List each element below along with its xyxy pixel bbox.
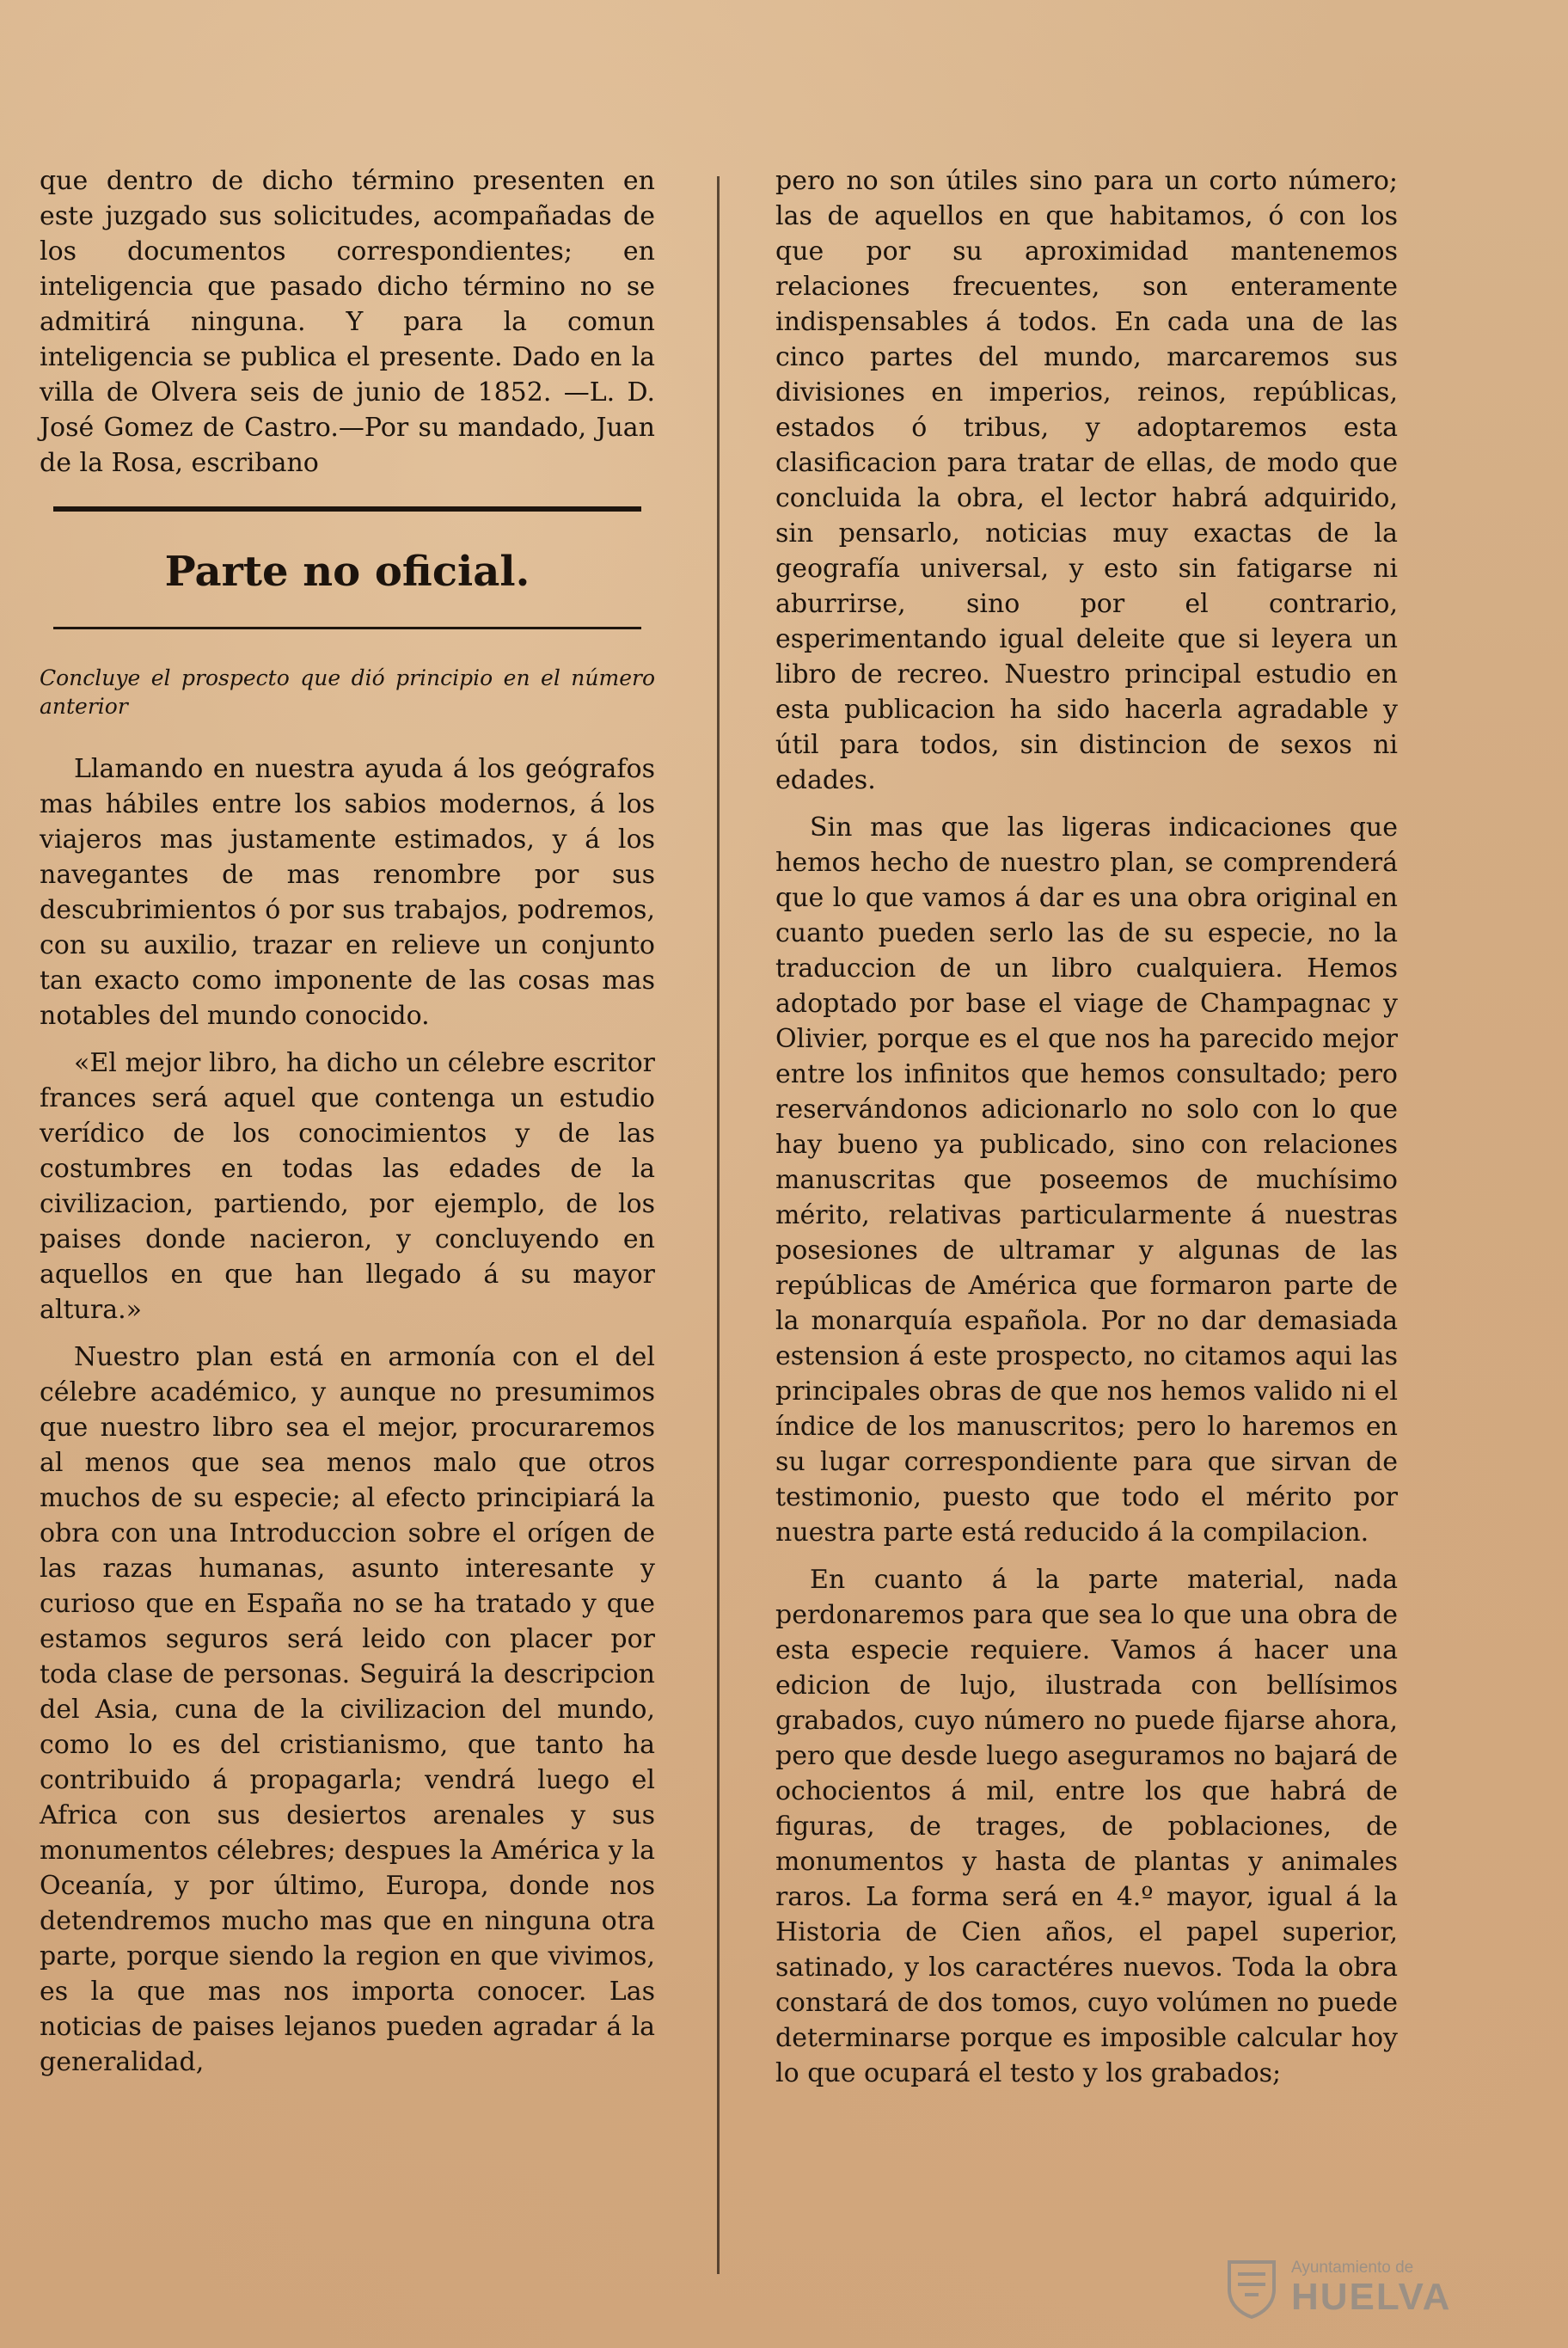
watermark-line1: Ayuntamiento de [1291,2259,1414,2277]
paragraph: pero no son útiles sino para un corto número; las de aquellos en que habitamos, ó con los que por su aproximidad mantenemos relaciones frecuentes, son enteramente indispensables á todos. En cada una de las cinco partes del mundo, marcaremos sus divisiones en imperios, reinos, repúblicas, estados ó tribus, y adoptaremos esta clasificacion para tratar de ellas, de modo que concluida la obra, el lector habrá adquirido, sin pensarlo, noticias muy exactas de la geografía universal, y esto sin fatigarse ni aburrirse, sino por el contrario, esperimentando igual deleite que si leyera un libro de recreo. Nuestro principal estudio en esta publicacion ha sido hacerla agradable y útil para todos, sin distincion de sexos ni edades. [775,166,1398,795]
paragraph: En cuanto á la parte material, nada perdonaremos para que sea lo que una obra de esta especie requiere. Vamos á hacer una edicion de lujo, ilustrada con bellísimos grabados, cuyo número no puede fijarse ahora, pero que desde luego aseguramos no bajará de ochocientos á mil, entre los que habrá de figuras, de trages, de poblaciones, de monumentos y hasta de plantas y animales raros. La forma será en 4.º mayor, igual á la Historia de Cien años, el papel superior, satinado, y los caractéres nuevos. Toda la obra constará de dos tomos, cuyo volúmen no puede determinarse porque es imposible calcular hoy lo que ocupará el testo y los grabados; [775,1565,1398,2088]
section-title: Parte no oficial. [164,548,530,596]
left-column [40,163,655,2092]
section-rule-bottom [53,627,641,629]
paragraph: Llamando en nuestra ayuda á los geógrafos mas hábiles entre los sabios modernos, á los viajeros mas justamente estimados, y á los navegantes de mas renombre por sus descubrimientos ó por sus trabajos, podremos, con su auxilio, trazar en relieve un conjunto tan exacto como imponente de las cosas mas notables del mundo conocido. [40,754,655,1031]
right-column [775,163,1398,2103]
watermark-line2: HUELVA [1291,2276,1452,2318]
column-divider [717,176,720,2274]
continuation-note: Concluye el prospecto que dió principio en el número anterior [40,665,655,719]
continuation-paragraph: que dentro de dicho término presenten en este juzgado sus solicitudes, acompañadas de los documentos correspondientes; en inteligencia que pasado dicho término no se admitirá ninguna. Y para la comun inteligencia se publica el presente. Dado en la villa de Olvera seis de junio de 1852. —L. D. José Gomez de Castro.—Por su mandado, Juan de la Rosa, escribano [40,166,655,478]
section-rule-top [53,506,641,512]
watermark-text [1291,2259,1451,2317]
paragraph: «El mejor libro, ha dicho un célebre escritor frances será aquel que contenga un estudio verídico de los conocimientos y de las costumbres en todas las edades de la civilizacion, partiendo, por ejemplo, de los paises donde nacieron, y concluyendo en aquellos en que han llegado á su mayor altura.» [40,1048,655,1325]
paragraph: Nuestro plan está en armonía con el del célebre académico, y aunque no presumimos que nuestro libro sea el mejor, procuraremos al menos que sea menos malo que otros muchos de su especie; al efecto principiará la obra con una Introduccion sobre el orígen de las razas humanas, asunto interesante y curioso que en España no se ha tratado y que estamos seguros será leido con placer por toda clase de personas. Seguirá la descripcion del Asia, cuna de la civilizacion del mundo, como lo es del cristianismo, que tanto ha contribuido á propagarla; vendrá luego el Africa con sus desiertos arenales y sus monumentos célebres; despues la América y la Oceanía, y por último, Europa, donde nos detendremos mucho mas que en ninguna otra parte, porque siendo la region en que vivimos, es la que mas nos importa conocer. Las noticias de paises lejanos pueden agradar á la generalidad, [40,1342,655,2077]
archive-watermark [1224,2253,1534,2322]
city-crest-icon [1224,2257,1279,2319]
paragraph: Sin mas que las ligeras indicaciones que hemos hecho de nuestro plan, se comprenderá que lo que vamos á dar es una obra original en cuanto pueden serlo las de su especie, no la traduccion de un libro cualquiera. Hemos adoptado por base el viage de Champagnac y Olivier, porque es el que nos ha parecido mejor entre los infinitos que hemos consultado; pero reservándonos adicionarlo no solo con lo que hay bueno ya publicado, sino con relaciones manuscritas que poseemos de muchísimo mérito, relativas particularmente á nuestras posesiones de ultramar y algunas de las repúblicas de América que formaron parte de la monarquía española. Por no dar demasiada estension á este prospecto, no citamos aqui las principales obras de que nos hemos valido ni el índice de los manuscritos; pero lo haremos en su lugar correspondiente para que sirvan de testimonio, puesto que todo el mérito por nuestra parte está reducido á la compilacion. [775,812,1398,1548]
